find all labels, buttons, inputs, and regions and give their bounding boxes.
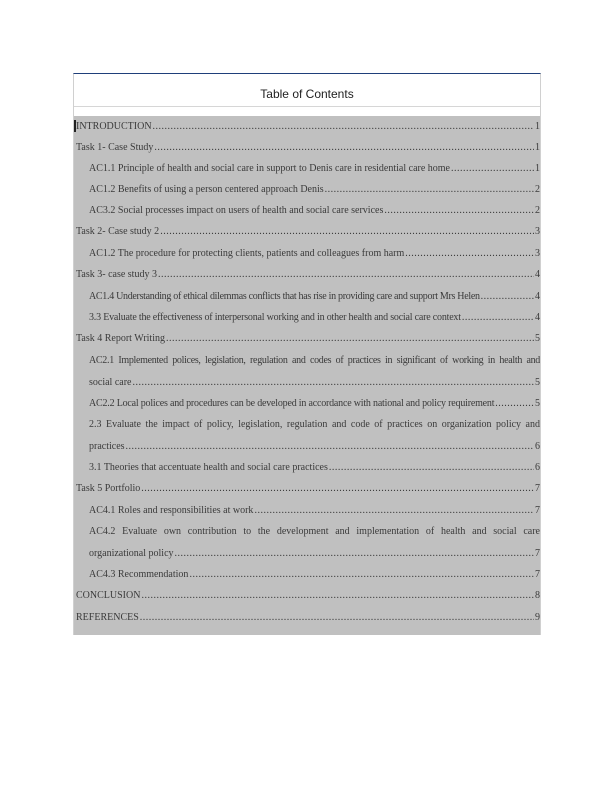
toc-entry-page: 6 <box>535 462 540 473</box>
toc-entry-text: 3.3 Evaluate the effectiveness of interpersonal working and in other health and social care context <box>89 312 461 323</box>
toc-entry-page: 7 <box>535 569 540 580</box>
toc-entry-page: 6 <box>535 440 540 452</box>
dot-leader <box>132 372 534 394</box>
toc-entry-text: INTRODUCTION <box>76 121 152 132</box>
toc-entry-ac4-2[interactable] <box>89 521 540 564</box>
toc-entry-conclusion[interactable] <box>76 585 540 607</box>
toc-entry-ac2-2[interactable] <box>89 393 540 415</box>
toc-entry-ac1-1[interactable] <box>89 158 540 180</box>
dot-leader <box>189 564 534 586</box>
toc-entry-text: Task 1- Case Study <box>76 142 154 153</box>
toc-entry-ac2-1[interactable] <box>89 350 540 393</box>
toc-entry-page: 9 <box>535 612 540 623</box>
toc-entry-text: Task 2- Case study 2 <box>76 226 160 237</box>
toc-entry-text: 3.1 Theories that accentuate health and social care practices <box>89 462 328 473</box>
toc-entry-ac3-2[interactable] <box>89 200 540 222</box>
toc-entry-task-2[interactable] <box>76 221 540 243</box>
dot-leader <box>126 436 534 458</box>
toc-entry-text: AC1.1 Principle of health and social care in support to Denis care in residential care home <box>89 163 450 174</box>
toc-entry-text: AC4.3 Recommendation <box>89 569 189 580</box>
toc-body <box>74 116 540 635</box>
toc-entry-text-line1: 2.3 Evaluate the impact of policy, legislation, regulation and code of practices on organization policy and <box>89 419 540 430</box>
toc-header <box>74 74 540 107</box>
toc-entry-page: 5 <box>535 398 540 409</box>
dot-leader <box>495 393 534 415</box>
toc-entry-page: 7 <box>535 505 540 516</box>
toc-entry-ac1-4[interactable] <box>89 286 540 308</box>
dot-leader <box>254 500 534 522</box>
toc-entry-text: social care <box>89 376 132 388</box>
toc-entry-text: Task 4 Report Writing <box>76 333 165 344</box>
dot-leader <box>158 264 534 286</box>
toc-entry-text: Task 5 Portfolio <box>76 483 141 494</box>
dot-leader <box>175 543 534 565</box>
toc-title: Table of Contents <box>260 87 354 101</box>
toc-entry-task-4[interactable] <box>76 328 540 350</box>
toc-entry-references[interactable] <box>76 607 540 629</box>
toc-entry-page: 4 <box>535 291 540 302</box>
toc-entry-task-3[interactable] <box>76 264 540 286</box>
toc-entry-page: 7 <box>535 483 540 494</box>
dot-leader <box>141 585 534 607</box>
toc-entry-3-3[interactable] <box>89 307 540 329</box>
toc-entry-page: 3 <box>535 226 540 237</box>
toc-entry-text: AC2.2 Local polices and procedures can be developed in accordance with national and policy requirement <box>89 398 495 409</box>
toc-entry-task-1[interactable] <box>76 137 540 159</box>
dot-leader <box>325 179 534 201</box>
toc-entry-page: 2 <box>535 205 540 216</box>
toc-entry-page: 5 <box>535 376 540 388</box>
toc-entry-3-1[interactable] <box>89 457 540 479</box>
toc-entry-page: 2 <box>535 184 540 195</box>
toc-entry-text: AC3.2 Social processes impact on users of health and social care services <box>89 205 384 216</box>
toc-entry-text: AC1.4 Understanding of ethical dilemmas conflicts that has rise in providing care and support Mrs Helen <box>89 291 480 302</box>
toc-entry-text: organizational policy <box>89 547 174 559</box>
toc-entry-task-5[interactable] <box>76 478 540 500</box>
toc-entry-page: 1 <box>535 142 540 153</box>
toc-entry-page: 7 <box>535 547 540 559</box>
dot-leader <box>166 328 534 350</box>
toc-entry-ac4-3[interactable] <box>89 564 540 586</box>
dot-leader <box>405 243 534 265</box>
table-of-contents <box>73 73 541 635</box>
toc-entry-text: CONCLUSION <box>76 590 141 601</box>
dot-leader <box>153 116 534 138</box>
toc-entry-ac4-1[interactable] <box>89 500 540 522</box>
dot-leader <box>384 200 534 222</box>
toc-entry-page: 4 <box>535 312 540 323</box>
toc-entry-page: 8 <box>535 590 540 601</box>
toc-entry-introduction[interactable] <box>76 116 540 138</box>
dot-leader <box>329 457 534 479</box>
toc-entry-text-line1: AC2.1 Implemented polices, legislation, regulation and codes of practices in significant of working in health and <box>89 355 540 366</box>
dot-leader <box>140 607 534 629</box>
dot-leader <box>160 221 534 243</box>
toc-entry-ac1-2-procedure[interactable] <box>89 243 540 265</box>
dot-leader <box>141 478 534 500</box>
toc-entry-page: 5 <box>535 333 540 344</box>
dot-leader <box>451 158 534 180</box>
toc-entry-page: 1 <box>535 163 540 174</box>
toc-entry-text-line1: AC4.2 Evaluate own contribution to the development and implementation of health and social care <box>89 526 540 537</box>
toc-entry-page: 3 <box>535 248 540 259</box>
dot-leader <box>481 286 534 308</box>
toc-entry-page: 4 <box>535 269 540 280</box>
toc-entry-text: AC4.1 Roles and responsibilities at work <box>89 505 254 516</box>
toc-entry-text: AC1.2 Benefits of using a person centered approach Denis <box>89 184 324 195</box>
toc-entry-text: practices <box>89 440 125 452</box>
dot-leader <box>154 137 534 159</box>
toc-entry-page: 1 <box>535 121 540 132</box>
toc-entry-2-3[interactable] <box>89 414 540 457</box>
dot-leader <box>462 307 534 329</box>
toc-entry-text: REFERENCES <box>76 612 139 623</box>
toc-entry-text: Task 3- case study 3 <box>76 269 157 280</box>
toc-entry-ac1-2[interactable] <box>89 179 540 201</box>
toc-entry-text: AC1.2 The procedure for protecting clients, patients and colleagues from harm <box>89 248 405 259</box>
